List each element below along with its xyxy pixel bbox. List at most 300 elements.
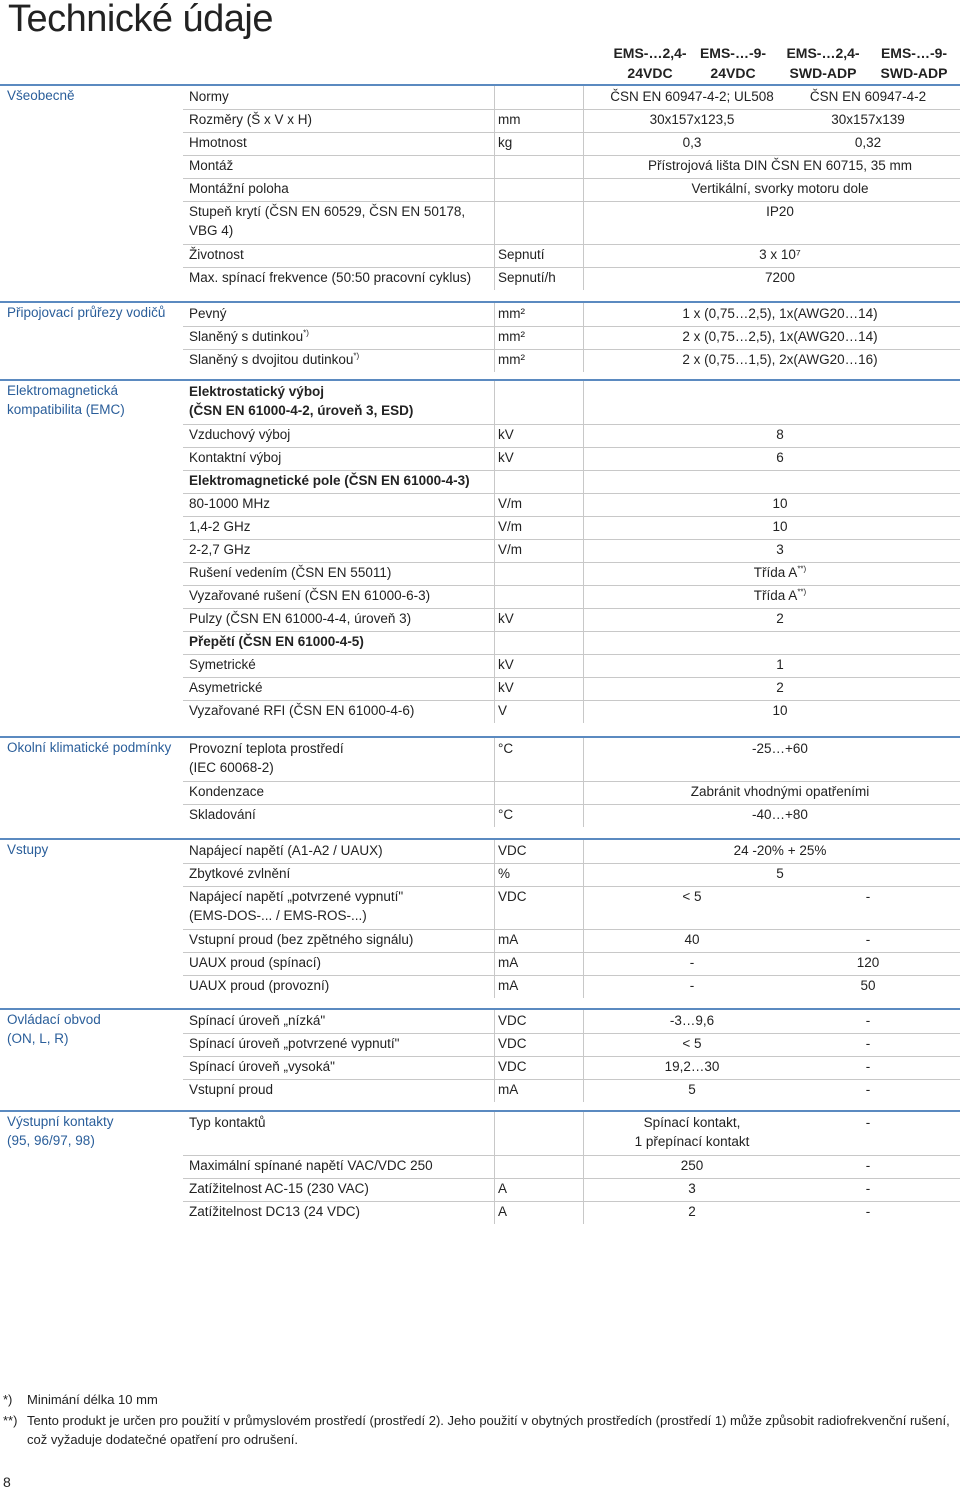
column-rule: [494, 781, 495, 804]
spec-value: ČSN EN 60947-4-2; UL508: [610, 89, 774, 104]
column-rule: [494, 470, 495, 493]
spec-value: -: [865, 1013, 871, 1028]
spec-value: 40: [684, 932, 700, 947]
spec-unit: Sepnutí: [498, 247, 545, 262]
column-rule: [494, 886, 495, 929]
spec-name: Skladování: [189, 807, 256, 822]
table-row: [0, 976, 960, 999]
column-rule: [494, 929, 495, 952]
spec-value: -: [865, 1204, 871, 1219]
table-row: [0, 448, 960, 471]
column-rule: [583, 804, 584, 827]
spec-value: < 5: [682, 1036, 702, 1051]
spec-value: 2: [776, 611, 784, 626]
spec-value: -25…+60: [752, 741, 808, 756]
spec-name: Vstupní proud: [189, 1082, 274, 1097]
column-rule: [583, 677, 584, 700]
column-rule: [494, 244, 495, 267]
spec-value: -: [689, 978, 695, 993]
spec-name: Symetrické: [189, 657, 256, 672]
spec-name: Rozměry (Š x V x H): [189, 112, 313, 127]
spec-value: -: [689, 955, 695, 970]
spec-value: 8: [776, 427, 784, 442]
spec-name: Asymetrické: [189, 680, 263, 695]
column-rule: [583, 1201, 584, 1224]
table-row: [0, 179, 960, 202]
table-row: [0, 739, 960, 782]
column-rule: [494, 1033, 495, 1056]
column-rule: [583, 1010, 584, 1033]
section-label: Připojovací průřezy vodičů: [7, 305, 166, 320]
spec-value: 3 x 10⁷: [759, 247, 801, 262]
column-rule: [494, 516, 495, 539]
column-rule: [583, 975, 584, 998]
column-rule: [583, 886, 584, 929]
section-divider: [0, 838, 960, 840]
column-rule: [494, 585, 495, 608]
column-rule: [494, 840, 495, 863]
table-row: [0, 1034, 960, 1057]
section-label: Elektromagnetická kompatibilita (EMC): [7, 383, 125, 417]
spec-name: Slaněný s dutinkou*): [189, 328, 309, 344]
column-rule: [494, 109, 495, 132]
column-rule: [494, 1079, 495, 1102]
footnote-mark: *): [3, 1392, 13, 1407]
table-row: [0, 382, 960, 425]
spec-value: 250: [680, 1158, 704, 1173]
column-rule: [494, 654, 495, 677]
column-header: EMS-…2,4- SWD-ADP: [786, 45, 860, 81]
table-row: [0, 1057, 960, 1080]
column-rule: [583, 381, 584, 424]
column-rule: [583, 929, 584, 952]
row-rule: [183, 447, 960, 448]
table-row: [0, 1202, 960, 1225]
spec-name: Montážní poloha: [189, 181, 289, 196]
spec-unit: kV: [498, 680, 514, 695]
spec-unit: Sepnutí/h: [498, 270, 556, 285]
column-rule: [494, 677, 495, 700]
row-rule: [183, 493, 960, 494]
page-number: 8: [3, 1474, 11, 1490]
spec-value: Spínací kontakt, 1 přepínací kontakt: [634, 1115, 750, 1149]
column-rule: [583, 781, 584, 804]
table-row: [0, 841, 960, 864]
spec-value: -40…+80: [752, 807, 808, 822]
row-rule: [183, 1033, 960, 1034]
row-rule: [183, 608, 960, 609]
spec-name: Přepětí (ČSN EN 61000-4-5): [189, 634, 364, 649]
column-header: EMS-…2,4- 24VDC: [613, 45, 687, 81]
table-row: [0, 805, 960, 828]
spec-unit: kV: [498, 450, 514, 465]
column-rule: [583, 178, 584, 201]
row-rule: [183, 975, 960, 976]
column-rule: [583, 1178, 584, 1201]
row-rule: [183, 155, 960, 156]
column-rule: [494, 804, 495, 827]
row-rule: [183, 562, 960, 563]
column-rule: [494, 1112, 495, 1155]
spec-name: Zatížitelnost DC13 (24 VDC): [189, 1204, 361, 1219]
spec-value: ČSN EN 60947-4-2: [809, 89, 927, 104]
row-rule: [183, 585, 960, 586]
column-rule: [494, 303, 495, 326]
column-rule: [494, 326, 495, 349]
column-rule: [494, 1010, 495, 1033]
column-rule: [583, 516, 584, 539]
spec-value: -: [865, 1082, 871, 1097]
spec-unit: mm²: [498, 306, 525, 321]
spec-name: Pevný: [189, 306, 227, 321]
spec-value: 2: [688, 1204, 696, 1219]
column-rule: [494, 631, 495, 654]
table-row: [0, 202, 960, 245]
spec-unit: °C: [498, 741, 514, 756]
table-row: [0, 586, 960, 609]
table-row: [0, 245, 960, 268]
section-label: Okolní klimatické podmínky: [7, 740, 172, 755]
spec-name: UAUX proud (provozní): [189, 978, 330, 993]
section-divider: [0, 84, 960, 86]
table-row: [0, 678, 960, 701]
row-rule: [183, 1155, 960, 1156]
spec-name: Spínací úroveň „potvrzené vypnutí": [189, 1036, 400, 1051]
column-rule: [494, 178, 495, 201]
spec-name: Životnost: [189, 247, 244, 262]
spec-unit: mA: [498, 1082, 519, 1097]
spec-value: Třída A**): [753, 587, 807, 603]
column-rule: [583, 631, 584, 654]
column-rule: [583, 201, 584, 244]
column-rule: [583, 326, 584, 349]
spec-value: 50: [860, 978, 876, 993]
section-label: Vstupy: [7, 842, 49, 857]
column-rule: [583, 654, 584, 677]
table-row: [0, 1156, 960, 1179]
spec-unit: VDC: [498, 1036, 527, 1051]
column-rule: [583, 470, 584, 493]
table-row: [0, 540, 960, 563]
table-row: [0, 517, 960, 540]
column-rule: [583, 155, 584, 178]
table-row: [0, 1011, 960, 1034]
spec-name: Vstupní proud (bez zpětného signálu): [189, 932, 414, 947]
spec-name: Vyzařované RFI (ČSN EN 61000-4-6): [189, 703, 415, 718]
table-row: [0, 701, 960, 724]
table-row: [0, 930, 960, 953]
column-rule: [583, 1033, 584, 1056]
row-rule: [183, 1178, 960, 1179]
spec-value: -: [865, 1158, 871, 1173]
section-divider: [0, 1008, 960, 1010]
spec-name: Napájecí napětí (A1-A2 / UAUX): [189, 843, 383, 858]
column-rule: [583, 952, 584, 975]
spec-name: Spínací úroveň „nízká": [189, 1013, 326, 1028]
column-rule: [494, 1201, 495, 1224]
column-rule: [583, 1155, 584, 1178]
table-row: [0, 350, 960, 373]
column-rule: [494, 424, 495, 447]
spec-value: Zabránit vhodnými opatřeními: [690, 784, 870, 799]
spec-name: Kontaktní výboj: [189, 450, 282, 465]
column-rule: [583, 539, 584, 562]
table-row: [0, 632, 960, 655]
table-row: [0, 864, 960, 887]
spec-name: Vyzařované rušení (ČSN EN 61000-6-3): [189, 588, 431, 603]
row-rule: [183, 781, 960, 782]
spec-unit: VDC: [498, 889, 527, 904]
spec-value: 0,32: [854, 135, 882, 150]
row-rule: [183, 1201, 960, 1202]
column-rule: [494, 447, 495, 470]
row-rule: [183, 631, 960, 632]
row-rule: [183, 132, 960, 133]
table-row: [0, 887, 960, 930]
spec-value: IP20: [766, 204, 794, 219]
column-rule: [494, 349, 495, 372]
spec-unit: V/m: [498, 496, 523, 511]
row-rule: [183, 863, 960, 864]
column-rule: [494, 700, 495, 723]
spec-value: 10: [772, 703, 788, 718]
section-label: Všeobecně: [7, 88, 75, 103]
spec-value: -: [865, 1059, 871, 1074]
table-row: [0, 1113, 960, 1156]
row-rule: [183, 1079, 960, 1080]
spec-name: Kondenzace: [189, 784, 265, 799]
spec-value: 0,3: [682, 135, 702, 150]
column-rule: [583, 1056, 584, 1079]
column-rule: [583, 1079, 584, 1102]
column-rule: [583, 863, 584, 886]
spec-name: 2-2,7 GHz: [189, 542, 251, 557]
page-title: Technické údaje: [8, 0, 274, 40]
table-row: [0, 1080, 960, 1103]
column-header: EMS-…-9- 24VDC: [699, 45, 767, 81]
spec-unit: kV: [498, 657, 514, 672]
column-rule: [583, 86, 584, 109]
spec-name: Maximální spínané napětí VAC/VDC 250: [189, 1158, 433, 1173]
column-rule: [583, 349, 584, 372]
spec-value: 5: [776, 866, 784, 881]
spec-value: 10: [772, 496, 788, 511]
table-row: [0, 655, 960, 678]
column-rule: [494, 562, 495, 585]
spec-name: Max. spínací frekvence (50:50 pracovní cyklus): [189, 270, 472, 285]
section-label: Výstupní kontakty (95, 96/97, 98): [7, 1114, 114, 1148]
column-rule: [494, 132, 495, 155]
column-rule: [494, 1056, 495, 1079]
spec-value: 19,2…30: [664, 1059, 720, 1074]
row-rule: [183, 1056, 960, 1057]
section-divider: [0, 1110, 960, 1112]
row-rule: [183, 424, 960, 425]
row-rule: [183, 244, 960, 245]
table-row: [0, 471, 960, 494]
column-rule: [583, 738, 584, 781]
column-rule: [583, 109, 584, 132]
table-row: [0, 563, 960, 586]
spec-unit: VDC: [498, 1059, 527, 1074]
spec-value: 120: [856, 955, 880, 970]
spec-unit: V: [498, 703, 508, 718]
spec-value: 7200: [764, 270, 796, 285]
row-rule: [183, 267, 960, 268]
table-row: [0, 1179, 960, 1202]
column-header: EMS-…-9- SWD-ADP: [880, 45, 948, 81]
table-row: [0, 156, 960, 179]
spec-value: -3…9,6: [669, 1013, 715, 1028]
row-rule: [183, 952, 960, 953]
spec-name: Montáž: [189, 158, 234, 173]
table-row: [0, 87, 960, 110]
spec-value: -: [865, 1115, 871, 1130]
column-rule: [494, 381, 495, 424]
table-row: [0, 953, 960, 976]
spec-value: 30x157x139: [831, 112, 905, 127]
spec-value: 2 x (0,75…2,5), 1x(AWG20…14): [682, 329, 878, 344]
column-rule: [583, 700, 584, 723]
spec-unit: mm²: [498, 352, 525, 367]
spec-unit: VDC: [498, 843, 527, 858]
spec-unit: V/m: [498, 519, 523, 534]
spec-unit: mm²: [498, 329, 525, 344]
column-rule: [494, 267, 495, 290]
spec-name: Pulzy (ČSN EN 61000-4-4, úroveň 3): [189, 611, 412, 626]
spec-name: UAUX proud (spínací): [189, 955, 322, 970]
spec-value: 1 x (0,75…2,5), 1x(AWG20…14): [682, 306, 878, 321]
column-rule: [583, 840, 584, 863]
column-rule: [583, 585, 584, 608]
row-rule: [183, 349, 960, 350]
column-rule: [494, 863, 495, 886]
table-row: [0, 609, 960, 632]
spec-name: Vzduchový výboj: [189, 427, 291, 442]
spec-name: Elektromagnetické pole (ČSN EN 61000-4-3): [189, 473, 470, 488]
row-rule: [183, 326, 960, 327]
row-rule: [183, 886, 960, 887]
table-row: [0, 268, 960, 291]
spec-unit: kV: [498, 427, 514, 442]
column-rule: [583, 424, 584, 447]
column-rule: [583, 132, 584, 155]
row-rule: [183, 804, 960, 805]
table-row: [0, 110, 960, 133]
column-rule: [494, 1178, 495, 1201]
spec-name: Slaněný s dvojitou dutinkou*): [189, 351, 360, 367]
row-rule: [183, 929, 960, 930]
footnote-text: Minimání délka 10 mm: [27, 1392, 158, 1407]
footnote-mark: **): [3, 1413, 18, 1428]
row-rule: [183, 539, 960, 540]
spec-value: -: [865, 932, 871, 947]
spec-unit: mA: [498, 932, 519, 947]
spec-value: Třída A**): [753, 564, 807, 580]
spec-name: Typ kontaktů: [189, 1115, 266, 1130]
spec-value: -: [865, 1181, 871, 1196]
row-rule: [183, 201, 960, 202]
spec-value: Přístrojová lišta DIN ČSN EN 60715, 35 mm: [647, 158, 913, 173]
column-rule: [583, 447, 584, 470]
spec-name: Zatížitelnost AC-15 (230 VAC): [189, 1181, 369, 1196]
column-rule: [494, 155, 495, 178]
section-divider: [0, 379, 960, 381]
spec-name: Zbytkové zvlnění: [189, 866, 291, 881]
spec-unit: mm: [498, 112, 521, 127]
spec-name: 80-1000 MHz: [189, 496, 271, 511]
column-rule: [583, 303, 584, 326]
row-rule: [183, 677, 960, 678]
spec-value: 30x157x123,5: [649, 112, 735, 127]
spec-name: Napájecí napětí „potvrzené vypnutí" (EMS-DOS-... / EMS-ROS-...): [189, 889, 404, 923]
column-rule: [494, 493, 495, 516]
spec-name: Elektrostatický výboj (ČSN EN 61000-4-2, úroveň 3, ESD): [189, 384, 414, 418]
column-rule: [583, 244, 584, 267]
spec-value: Vertikální, svorky motoru dole: [691, 181, 869, 196]
column-rule: [583, 1112, 584, 1155]
spec-unit: mA: [498, 978, 519, 993]
spec-unit: °C: [498, 807, 514, 822]
spec-unit: A: [498, 1204, 508, 1219]
column-rule: [583, 608, 584, 631]
spec-value: -: [865, 889, 871, 904]
spec-value: 1: [776, 657, 784, 672]
spec-name: 1,4-2 GHz: [189, 519, 251, 534]
spec-value: < 5: [682, 889, 702, 904]
column-rule: [494, 608, 495, 631]
row-rule: [183, 470, 960, 471]
row-rule: [183, 109, 960, 110]
spec-unit: A: [498, 1181, 508, 1196]
spec-name: Hmotnost: [189, 135, 247, 150]
column-rule: [494, 738, 495, 781]
spec-value: 10: [772, 519, 788, 534]
spec-name: Normy: [189, 89, 229, 104]
table-row: [0, 327, 960, 350]
table-row: [0, 425, 960, 448]
spec-unit: kg: [498, 135, 513, 150]
column-rule: [494, 952, 495, 975]
spec-value: 2: [776, 680, 784, 695]
table-row: [0, 133, 960, 156]
spec-unit: V/m: [498, 542, 523, 557]
table-row: [0, 494, 960, 517]
table-row: [0, 304, 960, 327]
spec-value: 24 -20% + 25%: [733, 843, 827, 858]
spec-value: 2 x (0,75…1,5), 2x(AWG20…16): [682, 352, 878, 367]
table-row: [0, 782, 960, 805]
column-rule: [494, 86, 495, 109]
spec-unit: VDC: [498, 1013, 527, 1028]
spec-value: 6: [776, 450, 784, 465]
spec-value: -: [865, 1036, 871, 1051]
spec-unit: %: [498, 866, 511, 881]
column-rule: [494, 539, 495, 562]
spec-name: Spínací úroveň „vysoká": [189, 1059, 335, 1074]
row-rule: [183, 516, 960, 517]
spec-name: Stupeň krytí (ČSN EN 60529, ČSN EN 50178, VBG 4): [189, 204, 466, 238]
row-rule: [183, 654, 960, 655]
column-rule: [583, 493, 584, 516]
column-rule: [583, 562, 584, 585]
spec-value: 3: [776, 542, 784, 557]
column-rule: [494, 201, 495, 244]
section-label: Ovládací obvod (ON, L, R): [7, 1012, 101, 1046]
spec-unit: kV: [498, 611, 514, 626]
column-rule: [494, 1155, 495, 1178]
spec-value: 5: [688, 1082, 696, 1097]
